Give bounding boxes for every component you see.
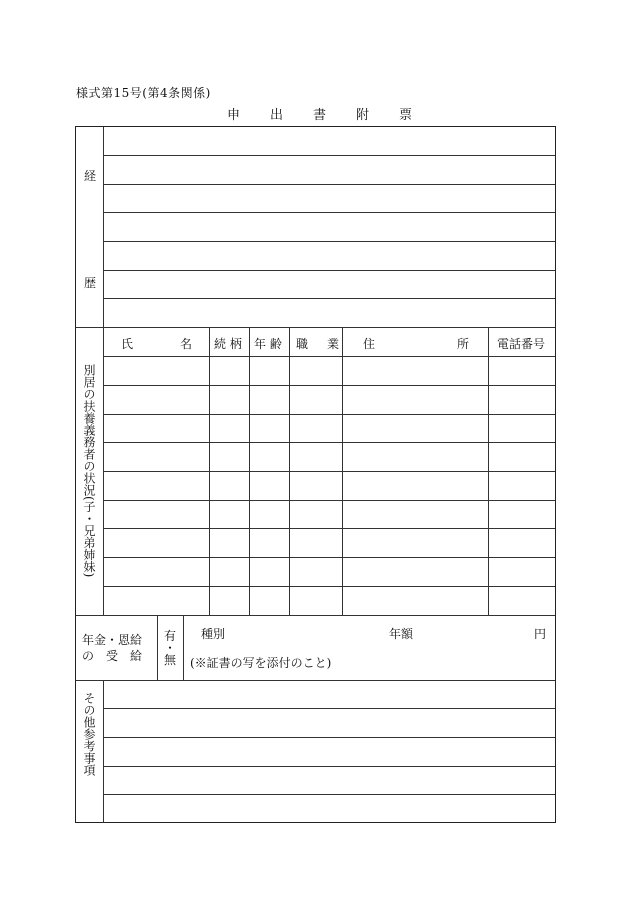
- header-phone: 電話番号: [497, 337, 546, 351]
- pension-yes-option[interactable]: 有: [164, 629, 177, 643]
- dependent-row-9[interactable]: [104, 587, 555, 615]
- dependent-row-2[interactable]: [104, 386, 555, 414]
- section-divider: [76, 615, 555, 616]
- other-entry-2[interactable]: [104, 709, 554, 737]
- form-table: [75, 126, 556, 823]
- title-char: 申: [227, 108, 241, 123]
- dependent-row-1[interactable]: [104, 357, 555, 385]
- career-label-top: 経: [84, 169, 97, 183]
- career-entry-3[interactable]: [104, 185, 554, 211]
- column-divider: [157, 615, 158, 680]
- career-entry-5[interactable]: [104, 242, 554, 269]
- header-address: 所: [457, 337, 470, 351]
- header-name: 名: [180, 337, 193, 351]
- career-entry-4[interactable]: [104, 213, 554, 240]
- dependent-row-3[interactable]: [104, 415, 555, 442]
- header-occupation: 業: [327, 337, 340, 351]
- pension-label: 年金・恩給: [82, 633, 143, 647]
- dependent-row-7[interactable]: [104, 529, 555, 557]
- career-entry-6[interactable]: [104, 271, 554, 297]
- pension-label: の 受 給: [82, 649, 143, 663]
- pension-no-option[interactable]: 無: [164, 653, 177, 667]
- pension-type-label: 種別: [201, 627, 226, 641]
- header-occupation: 職: [296, 337, 309, 351]
- pension-option-separator: ・: [164, 641, 177, 655]
- column-divider: [183, 615, 184, 680]
- title-char: 票: [399, 108, 413, 123]
- section-divider: [76, 327, 555, 328]
- header-age: 年 齢: [254, 337, 282, 351]
- form-number: 様式第15号(第4条関係): [76, 86, 211, 100]
- pension-yen-unit: 円: [534, 627, 547, 641]
- dependent-row-6[interactable]: [104, 501, 555, 528]
- career-entry-1[interactable]: [104, 128, 554, 154]
- career-entry-7[interactable]: [104, 299, 554, 326]
- dependent-row-8[interactable]: [104, 558, 555, 586]
- other-entry-1[interactable]: [104, 681, 554, 708]
- other-entry-4[interactable]: [104, 767, 554, 794]
- career-label-bottom: 歴: [84, 276, 97, 290]
- other-notes-label: その他参考事項: [82, 692, 96, 776]
- title-char: 附: [356, 108, 370, 123]
- header-address: 住: [363, 337, 376, 351]
- title-char: 書: [313, 108, 327, 123]
- header-name: 氏: [121, 337, 134, 351]
- form-title: [227, 104, 427, 123]
- title-char: 出: [270, 108, 284, 123]
- pension-type-field[interactable]: [228, 621, 378, 643]
- pension-amount-field[interactable]: [416, 621, 531, 643]
- other-entry-3[interactable]: [104, 738, 554, 766]
- career-entry-2[interactable]: [104, 156, 554, 183]
- dependent-row-5[interactable]: [104, 472, 555, 500]
- dependents-side-label: 別居の扶養義務者の状況(子・兄弟姉妹): [82, 364, 96, 578]
- header-relation: 続 柄: [214, 337, 242, 351]
- other-entry-5[interactable]: [104, 795, 554, 822]
- pension-note: (※証書の写を添付のこと): [190, 656, 332, 670]
- dependent-row-4[interactable]: [104, 443, 555, 471]
- pension-amount-label: 年額: [389, 627, 414, 641]
